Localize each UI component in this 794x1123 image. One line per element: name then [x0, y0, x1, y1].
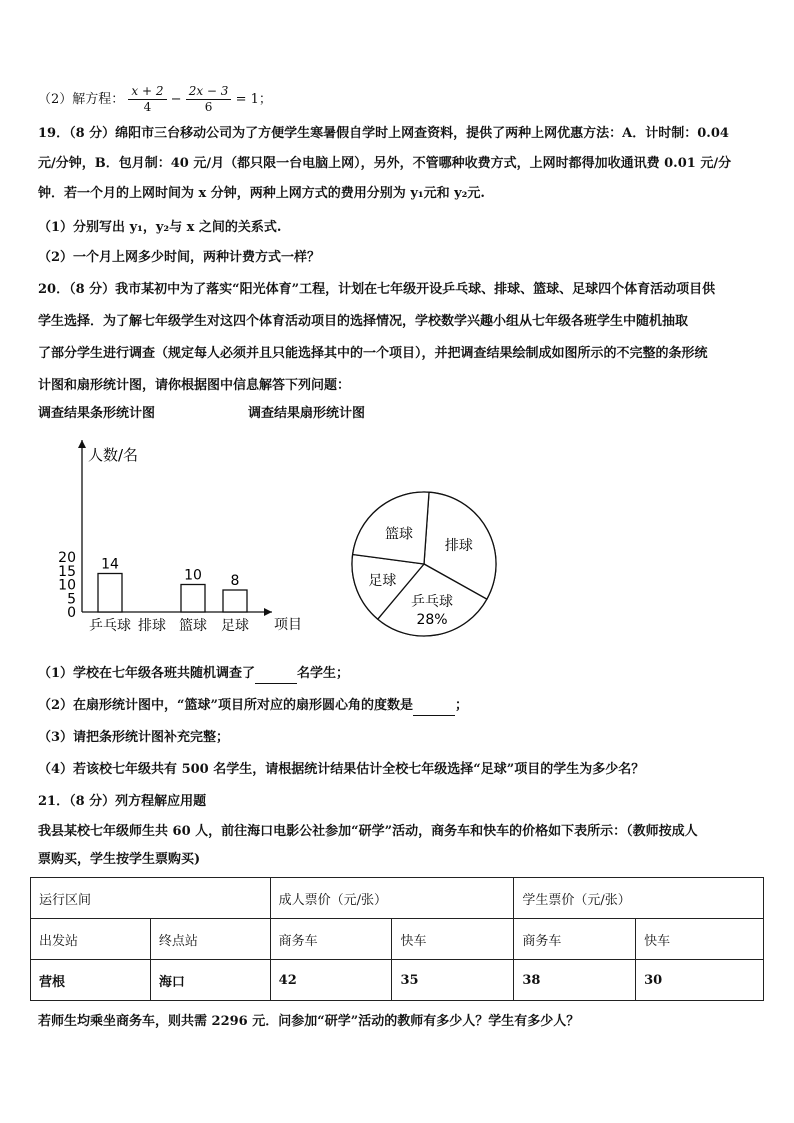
pie-slice-label: 篮球	[384, 526, 413, 543]
q19-sub-2: （2）一个月上网多少时间，两种计费方式一样？	[38, 250, 321, 265]
q19-sub-1: （1）分别写出 y₁，y₂与 x 之间的关系式.	[38, 220, 282, 235]
q18-2-equation	[38, 84, 272, 115]
q18-2-label: （2）解方程：	[38, 92, 125, 107]
pie-chart-caption: 调查结果扇形统计图	[248, 406, 366, 421]
q20-line-1: 20．（8 分）我市某初中为了落实“阳光体育”工程，计划在七年级开设乒乓球、排球、篮球、足球四个体育活动项目供	[38, 282, 716, 297]
bar-data-label: 10	[184, 567, 202, 584]
q20-sub-3: （3）请把条形统计图补充完整；	[38, 730, 230, 745]
table-row	[31, 960, 764, 1001]
bar-chart-marks	[89, 557, 249, 635]
bar-chart-axes	[58, 440, 302, 633]
q20-line-2: 学生选择．为了解七年级学生对这四个体育活动项目的选择情况，学校数学兴趣小组从七年级各班学生中随机抽取	[38, 314, 689, 329]
cell-student-business: 38	[514, 960, 636, 1001]
bar-data-label: 8	[230, 573, 240, 589]
q20-sub-4: （4）若该校七年级共有 500 名学生，请根据统计结果估计全校七年级选择“足球”项目的学生为多少名？	[38, 762, 645, 777]
table-row	[31, 919, 764, 960]
y-tick-label: 10	[58, 577, 76, 594]
pie-slice-label: 排球	[444, 538, 473, 555]
x-tick-label: 乒乓球	[89, 618, 131, 634]
minus-sign: −	[170, 92, 186, 107]
x-axis-label: 项目	[274, 617, 302, 633]
q21-line-1: 21．（8 分）列方程解应用题	[38, 794, 207, 809]
cell-from: 营根	[31, 960, 151, 1001]
pie-chart-marks	[352, 492, 496, 636]
q20-sub-2-text-a: （2）在扇形统计图中，“篮球”项目所对应的扇形圆心角的度数是	[38, 698, 414, 713]
x-tick-label: 足球	[221, 618, 249, 634]
col-adult-business: 商务车	[270, 919, 392, 960]
pie-slice-percent: 28%	[416, 611, 448, 628]
q19-line-3: 钟．若一个月的上网时间为 x 分钟，两种上网方式的费用分别为 y₁元和 y₂元.	[38, 186, 485, 201]
y-axis-label: 人数/名	[88, 446, 139, 464]
col-from: 出发站	[31, 919, 151, 960]
col-student-express: 快车	[636, 919, 764, 960]
q20-sub-1-text-a: （1）学校在七年级各班共随机调查了	[38, 666, 256, 681]
pie-chart	[344, 484, 504, 644]
x-tick-label: 篮球	[179, 618, 207, 634]
col-to: 终点站	[150, 919, 270, 960]
y-tick-label: 5	[67, 591, 76, 608]
y-axis-arrow	[78, 440, 86, 448]
bar	[181, 585, 205, 613]
x-axis-arrow	[264, 608, 272, 616]
y-tick-label: 20	[58, 550, 76, 566]
col-adult-express: 快车	[392, 919, 514, 960]
bar	[223, 590, 247, 612]
fraction-1-numerator: x + 2	[128, 84, 166, 100]
header-adult-price: 成人票价（元/张）	[270, 878, 514, 919]
col-student-business: 商务车	[514, 919, 636, 960]
q20-sub-1	[38, 664, 349, 684]
bar-data-label: 14	[101, 556, 119, 573]
answer-blank-2[interactable]	[413, 701, 455, 716]
q20-sub-1-text-b: 名学生；	[297, 666, 350, 681]
fraction-2-denominator: 6	[204, 100, 213, 114]
q21-line-2: 我县某校七年级师生共 60 人，前往海口电影公社参加“研学”活动，商务车和快车的价格如下表所示：（教师按成人	[38, 824, 698, 839]
table-row	[31, 878, 764, 919]
q21-line-3: 票购买，学生按学生票购买)	[38, 852, 201, 867]
header-section: 运行区间	[31, 878, 271, 919]
q19-line-1: 19．（8 分）绵阳市三台移动公司为了方便学生寒暑假自学时上网查资料，提供了两种上网优惠方法：A．计时制：0.04	[38, 126, 729, 141]
q20-sub-2	[38, 696, 468, 716]
bar-chart-caption: 调查结果条形统计图	[38, 406, 156, 421]
q19-line-2: 元/分钟，B．包月制：40 元/月（都只限一台电脑上网），另外，不管哪种收费方式，上网时都得加收通讯费 0.01 元/分	[38, 156, 732, 171]
y-tick-label: 15	[58, 563, 76, 580]
fraction-1	[128, 84, 166, 115]
x-tick-label: 排球	[138, 618, 166, 634]
cell-student-express: 30	[636, 960, 764, 1001]
bar-chart	[40, 432, 340, 642]
pie-slice-label: 足球	[368, 573, 397, 590]
fare-table	[30, 877, 764, 1001]
q20-line-3: 了部分学生进行调查（规定每人必须并且只能选择其中的一个项目），并把调查结果绘制成如图所示的不完整的条形统	[38, 346, 708, 361]
q20-line-4: 计图和扇形统计图，请你根据图中信息解答下列问题：	[38, 378, 351, 393]
bar	[98, 574, 122, 613]
pie-slice-label: 乒乓球	[411, 593, 454, 610]
cell-to: 海口	[150, 960, 270, 1001]
q21-question: 若师生均乘坐商务车，则共需 2296 元．问参加“研学”活动的教师有多少人？学生有多少人？	[38, 1014, 580, 1029]
fraction-2-numerator: 2x − 3	[186, 84, 232, 100]
y-tick-label: 0	[67, 605, 76, 621]
equation-rhs: = 1；	[235, 92, 272, 107]
q20-sub-2-text-b: ；	[455, 698, 469, 713]
fraction-2	[186, 84, 232, 115]
header-student-price: 学生票价（元/张）	[514, 878, 764, 919]
fraction-1-denominator: 4	[143, 100, 152, 114]
cell-adult-business: 42	[270, 960, 392, 1001]
cell-adult-express: 35	[392, 960, 514, 1001]
answer-blank-1[interactable]	[255, 669, 297, 684]
